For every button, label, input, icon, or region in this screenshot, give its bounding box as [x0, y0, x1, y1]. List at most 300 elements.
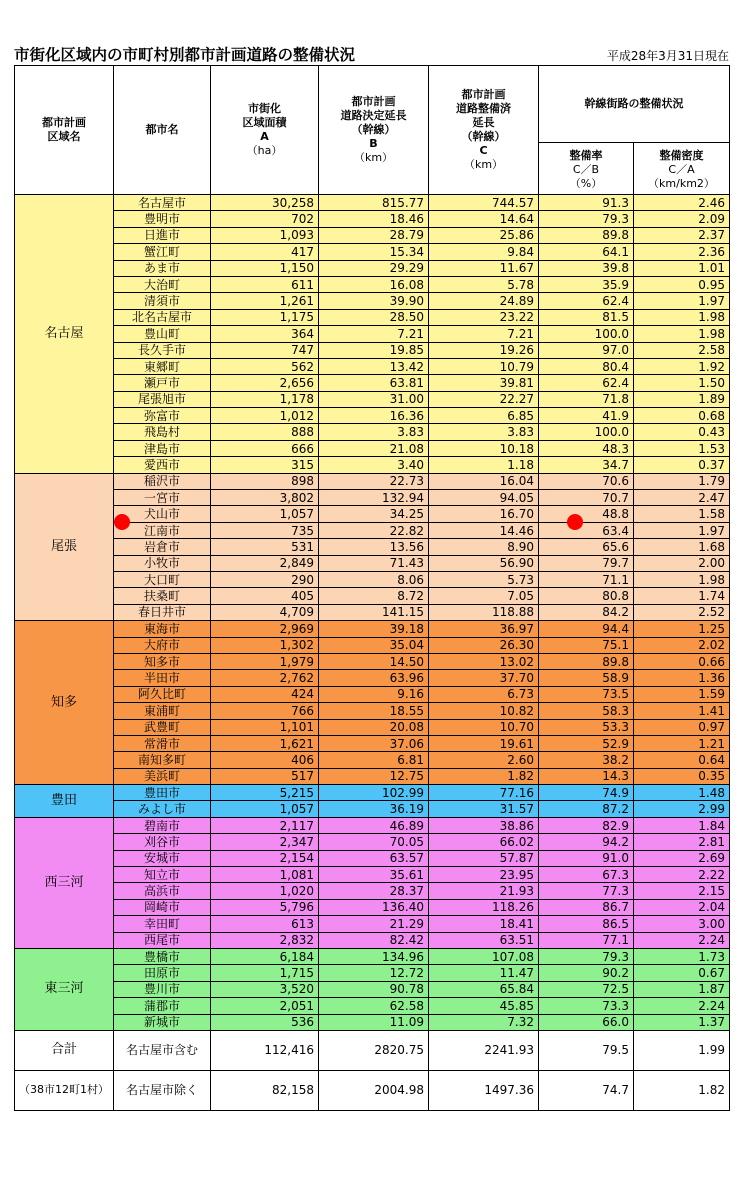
planned-length: 21.29	[319, 916, 429, 932]
improvement-density: 2.15	[634, 883, 730, 899]
improvement-rate: 82.9	[539, 817, 634, 833]
city-name: 知立市	[114, 867, 211, 883]
city-name: 小牧市	[114, 555, 211, 571]
planned-length: 16.36	[319, 408, 429, 424]
table-row	[15, 358, 730, 374]
planned-length: 815.77	[319, 195, 429, 211]
city-name: 高浜市	[114, 883, 211, 899]
area-value: 702	[211, 211, 319, 227]
built-length: 66.02	[429, 834, 539, 850]
improvement-density: 1.84	[634, 817, 730, 833]
planned-length: 62.58	[319, 998, 429, 1014]
improvement-density: 1.21	[634, 735, 730, 751]
improvement-density: 2.99	[634, 801, 730, 817]
city-name: 大口町	[114, 571, 211, 587]
table-row	[15, 834, 730, 850]
improvement-density: 2.81	[634, 834, 730, 850]
improvement-rate: 58.9	[539, 670, 634, 686]
improvement-rate: 64.1	[539, 244, 634, 260]
improvement-rate: 48.3	[539, 440, 634, 456]
built-length: 16.04	[429, 473, 539, 489]
built-length: 3.83	[429, 424, 539, 440]
table-row	[15, 604, 730, 620]
area-value: 1,715	[211, 965, 319, 981]
planned-length: 136.40	[319, 899, 429, 915]
area-value: 1,979	[211, 653, 319, 669]
improvement-density: 0.66	[634, 653, 730, 669]
table-row	[15, 867, 730, 883]
planned-length: 35.61	[319, 867, 429, 883]
table-row	[15, 981, 730, 997]
improvement-density: 2.69	[634, 850, 730, 866]
city-name: 東海市	[114, 621, 211, 637]
improvement-rate: 38.2	[539, 752, 634, 768]
area-value: 424	[211, 686, 319, 702]
table-row	[15, 686, 730, 702]
city-name: 常滑市	[114, 735, 211, 751]
planned-length: 39.90	[319, 293, 429, 309]
built-length: 16.70	[429, 506, 539, 522]
improvement-rate: 71.1	[539, 571, 634, 587]
improvement-rate: 89.8	[539, 227, 634, 243]
built-length: 9.84	[429, 244, 539, 260]
area-value: 613	[211, 916, 319, 932]
area-value: 364	[211, 326, 319, 342]
city-name: 豊川市	[114, 981, 211, 997]
improvement-rate: 97.0	[539, 342, 634, 358]
improvement-density: 1.82	[634, 1070, 730, 1110]
planned-length: 15.34	[319, 244, 429, 260]
planned-length: 35.04	[319, 637, 429, 653]
improvement-rate: 39.8	[539, 260, 634, 276]
city-name: 北名古屋市	[114, 309, 211, 325]
planned-length: 63.81	[319, 375, 429, 391]
planned-length: 90.78	[319, 981, 429, 997]
area-value: 2,154	[211, 850, 319, 866]
improvement-rate: 48.8	[539, 506, 634, 522]
improvement-density: 1.92	[634, 358, 730, 374]
planned-length: 12.72	[319, 965, 429, 981]
city-name: 大府市	[114, 637, 211, 653]
improvement-rate: 80.8	[539, 588, 634, 604]
table-row	[15, 621, 730, 637]
city-name: 蟹江町	[114, 244, 211, 260]
table-row	[15, 195, 730, 211]
built-length: 57.87	[429, 850, 539, 866]
area-value: 898	[211, 473, 319, 489]
improvement-rate: 74.7	[539, 1070, 634, 1110]
improvement-rate: 53.3	[539, 719, 634, 735]
planned-length: 46.89	[319, 817, 429, 833]
table-row	[15, 752, 730, 768]
city-name: 豊明市	[114, 211, 211, 227]
improvement-rate: 58.3	[539, 703, 634, 719]
table-row	[15, 703, 730, 719]
built-length: 118.88	[429, 604, 539, 620]
table-row	[15, 719, 730, 735]
area-value: 562	[211, 358, 319, 374]
built-length: 19.26	[429, 342, 539, 358]
table-row	[15, 309, 730, 325]
improvement-density: 2.22	[634, 867, 730, 883]
improvement-rate: 90.2	[539, 965, 634, 981]
city-name: 名古屋市	[114, 195, 211, 211]
improvement-rate: 80.4	[539, 358, 634, 374]
planned-length: 18.55	[319, 703, 429, 719]
header-planned: 都市計画 道路決定延長 （幹線） B （km）	[319, 66, 429, 195]
table-header	[15, 66, 730, 195]
improvement-rate: 71.8	[539, 391, 634, 407]
planned-length: 12.75	[319, 768, 429, 784]
planned-length: 8.72	[319, 588, 429, 604]
area-value: 290	[211, 571, 319, 587]
city-name: 新城市	[114, 1014, 211, 1030]
improvement-rate: 77.3	[539, 883, 634, 899]
page-title: 市街化区域内の市町村別都市計画道路の整備状況	[14, 46, 356, 64]
city-name: 碧南市	[114, 817, 211, 833]
improvement-rate: 34.7	[539, 457, 634, 473]
improvement-density: 1.37	[634, 1014, 730, 1030]
improvement-density: 0.43	[634, 424, 730, 440]
planned-length: 70.05	[319, 834, 429, 850]
planned-length: 141.15	[319, 604, 429, 620]
city-name: 田原市	[114, 965, 211, 981]
improvement-density: 2.00	[634, 555, 730, 571]
table-row	[15, 276, 730, 292]
table-row	[15, 539, 730, 555]
improvement-density: 2.58	[634, 342, 730, 358]
improvement-density: 0.68	[634, 408, 730, 424]
city-name: 岡崎市	[114, 899, 211, 915]
area-value: 82,158	[211, 1070, 319, 1110]
area-value: 406	[211, 752, 319, 768]
planned-length: 29.29	[319, 260, 429, 276]
city-name: みよし市	[114, 801, 211, 817]
built-length: 2241.93	[429, 1030, 539, 1070]
improvement-rate: 75.1	[539, 637, 634, 653]
table-row	[15, 260, 730, 276]
improvement-rate: 94.2	[539, 834, 634, 850]
area-value: 666	[211, 440, 319, 456]
area-value: 5,215	[211, 785, 319, 801]
improvement-rate: 100.0	[539, 424, 634, 440]
built-length: 5.73	[429, 571, 539, 587]
built-length: 37.70	[429, 670, 539, 686]
city-name: 豊山町	[114, 326, 211, 342]
planned-length: 39.18	[319, 621, 429, 637]
area-value: 1,302	[211, 637, 319, 653]
built-length: 63.51	[429, 932, 539, 948]
table-row	[15, 916, 730, 932]
built-length: 23.95	[429, 867, 539, 883]
total-row	[15, 1070, 730, 1110]
built-length: 7.21	[429, 326, 539, 342]
built-length: 118.26	[429, 899, 539, 915]
planned-length: 18.46	[319, 211, 429, 227]
improvement-density: 0.37	[634, 457, 730, 473]
header-region: 都市計画 区域名	[15, 66, 114, 195]
planned-length: 3.40	[319, 457, 429, 473]
area-value: 2,656	[211, 375, 319, 391]
planned-length: 102.99	[319, 785, 429, 801]
improvement-density: 0.35	[634, 768, 730, 784]
area-value: 517	[211, 768, 319, 784]
table-row	[15, 293, 730, 309]
table-row	[15, 785, 730, 801]
built-length: 18.41	[429, 916, 539, 932]
improvement-rate: 84.2	[539, 604, 634, 620]
improvement-density: 2.24	[634, 932, 730, 948]
table-row	[15, 965, 730, 981]
planned-length: 14.50	[319, 653, 429, 669]
city-name: 東浦町	[114, 703, 211, 719]
as-of-date: 平成28年3月31日現在	[606, 49, 729, 63]
built-length: 14.64	[429, 211, 539, 227]
total-label: 合計	[15, 1030, 114, 1070]
improvement-density: 1.99	[634, 1030, 730, 1070]
built-length: 23.22	[429, 309, 539, 325]
improvement-density: 2.46	[634, 195, 730, 211]
improvement-density: 0.67	[634, 965, 730, 981]
area-value: 1,057	[211, 801, 319, 817]
area-value: 3,520	[211, 981, 319, 997]
built-length: 5.78	[429, 276, 539, 292]
header-built: 都市計画 道路整備済 延長 （幹線） C （km）	[429, 66, 539, 195]
total-scope: 名古屋市含む	[114, 1030, 211, 1070]
improvement-rate: 35.9	[539, 276, 634, 292]
built-length: 6.73	[429, 686, 539, 702]
improvement-density: 1.79	[634, 473, 730, 489]
improvement-density: 2.02	[634, 637, 730, 653]
improvement-rate: 67.3	[539, 867, 634, 883]
area-value: 735	[211, 522, 319, 538]
area-value: 2,762	[211, 670, 319, 686]
area-value: 315	[211, 457, 319, 473]
improvement-density: 1.59	[634, 686, 730, 702]
improvement-density: 3.00	[634, 916, 730, 932]
built-length: 1.18	[429, 457, 539, 473]
improvement-density: 1.48	[634, 785, 730, 801]
city-name: 南知多町	[114, 752, 211, 768]
improvement-rate: 79.5	[539, 1030, 634, 1070]
region-name: 尾張	[15, 473, 114, 621]
city-name: 大治町	[114, 276, 211, 292]
planned-length: 34.25	[319, 506, 429, 522]
area-value: 536	[211, 1014, 319, 1030]
improvement-density: 1.36	[634, 670, 730, 686]
planned-length: 6.81	[319, 752, 429, 768]
built-length: 14.46	[429, 522, 539, 538]
improvement-rate: 72.5	[539, 981, 634, 997]
planned-length: 132.94	[319, 490, 429, 506]
city-name: 清須市	[114, 293, 211, 309]
planned-length: 16.08	[319, 276, 429, 292]
planned-length: 28.79	[319, 227, 429, 243]
area-value: 1,178	[211, 391, 319, 407]
improvement-density: 2.24	[634, 998, 730, 1014]
marker-dot-inuyama-name	[114, 514, 130, 530]
built-length: 11.67	[429, 260, 539, 276]
area-value: 1,093	[211, 227, 319, 243]
area-value: 1,020	[211, 883, 319, 899]
table-row	[15, 883, 730, 899]
improvement-density: 2.52	[634, 604, 730, 620]
improvement-rate: 86.5	[539, 916, 634, 932]
city-name: 犬山市	[114, 506, 211, 522]
road-status-table	[14, 65, 730, 1111]
table-row	[15, 899, 730, 915]
table-row	[15, 408, 730, 424]
area-value: 766	[211, 703, 319, 719]
area-value: 611	[211, 276, 319, 292]
improvement-density: 1.89	[634, 391, 730, 407]
table-row	[15, 932, 730, 948]
table-row	[15, 588, 730, 604]
improvement-density: 1.01	[634, 260, 730, 276]
table-row	[15, 424, 730, 440]
improvement-rate: 63.4	[539, 522, 634, 538]
improvement-density: 1.98	[634, 326, 730, 342]
built-length: 77.16	[429, 785, 539, 801]
built-length: 8.90	[429, 539, 539, 555]
city-name: 江南市	[114, 522, 211, 538]
built-length: 1497.36	[429, 1070, 539, 1110]
built-length: 10.82	[429, 703, 539, 719]
table-row	[15, 998, 730, 1014]
table-row	[15, 653, 730, 669]
built-length: 65.84	[429, 981, 539, 997]
city-name: 日進市	[114, 227, 211, 243]
built-length: 10.18	[429, 440, 539, 456]
improvement-density: 1.98	[634, 571, 730, 587]
city-name: 幸田町	[114, 916, 211, 932]
improvement-rate: 70.7	[539, 490, 634, 506]
planned-length: 22.82	[319, 522, 429, 538]
city-name: 東郷町	[114, 358, 211, 374]
city-name: 西尾市	[114, 932, 211, 948]
built-length: 26.30	[429, 637, 539, 653]
city-name: 弥富市	[114, 408, 211, 424]
improvement-rate: 14.3	[539, 768, 634, 784]
area-value: 2,117	[211, 817, 319, 833]
city-name: 長久手市	[114, 342, 211, 358]
planned-length: 37.06	[319, 735, 429, 751]
built-length: 21.93	[429, 883, 539, 899]
region-name: 豊田	[15, 785, 114, 818]
table-row	[15, 637, 730, 653]
area-value: 417	[211, 244, 319, 260]
improvement-rate: 91.0	[539, 850, 634, 866]
region-name: 東三河	[15, 948, 114, 1030]
improvement-density: 0.64	[634, 752, 730, 768]
improvement-density: 1.25	[634, 621, 730, 637]
improvement-rate: 89.8	[539, 653, 634, 669]
city-name: 刈谷市	[114, 834, 211, 850]
built-length: 2.60	[429, 752, 539, 768]
improvement-density: 1.74	[634, 588, 730, 604]
city-name: 半田市	[114, 670, 211, 686]
area-value: 1,261	[211, 293, 319, 309]
planned-length: 36.19	[319, 801, 429, 817]
built-length: 10.79	[429, 358, 539, 374]
built-length: 39.81	[429, 375, 539, 391]
header-density: 整備密度 C／A （km/km2）	[634, 142, 730, 194]
improvement-rate: 52.9	[539, 735, 634, 751]
area-value: 1,175	[211, 309, 319, 325]
area-value: 30,258	[211, 195, 319, 211]
planned-length: 13.56	[319, 539, 429, 555]
table-row	[15, 326, 730, 342]
built-length: 13.02	[429, 653, 539, 669]
table-row	[15, 948, 730, 964]
improvement-density: 1.68	[634, 539, 730, 555]
planned-length: 7.21	[319, 326, 429, 342]
planned-length: 22.73	[319, 473, 429, 489]
built-length: 107.08	[429, 948, 539, 964]
city-name: あま市	[114, 260, 211, 276]
city-name: 一宮市	[114, 490, 211, 506]
table-row	[15, 440, 730, 456]
built-length: 19.61	[429, 735, 539, 751]
table-row	[15, 670, 730, 686]
area-value: 2,832	[211, 932, 319, 948]
planned-length: 28.37	[319, 883, 429, 899]
planned-length: 11.09	[319, 1014, 429, 1030]
city-name: 蒲郡市	[114, 998, 211, 1014]
improvement-rate: 77.1	[539, 932, 634, 948]
built-length: 38.86	[429, 817, 539, 833]
improvement-rate: 62.4	[539, 375, 634, 391]
table-row	[15, 244, 730, 260]
area-value: 747	[211, 342, 319, 358]
planned-length: 82.42	[319, 932, 429, 948]
area-value: 2,347	[211, 834, 319, 850]
planned-length: 8.06	[319, 571, 429, 587]
header-status: 幹線街路の整備状況	[539, 66, 730, 143]
area-value: 1,057	[211, 506, 319, 522]
city-name: 稲沢市	[114, 473, 211, 489]
marker-dot-inuyama-rate	[567, 514, 583, 530]
improvement-density: 2.04	[634, 899, 730, 915]
improvement-density: 2.36	[634, 244, 730, 260]
total-note: （38市12町1村）	[15, 1070, 114, 1110]
table-row	[15, 490, 730, 506]
improvement-rate: 73.3	[539, 998, 634, 1014]
improvement-rate: 79.3	[539, 211, 634, 227]
improvement-density: 1.97	[634, 293, 730, 309]
improvement-rate: 62.4	[539, 293, 634, 309]
table-row	[15, 768, 730, 784]
city-name: 豊橋市	[114, 948, 211, 964]
area-value: 2,969	[211, 621, 319, 637]
header-rate: 整備率 C／B （%）	[539, 142, 634, 194]
planned-length: 63.96	[319, 670, 429, 686]
improvement-rate: 66.0	[539, 1014, 634, 1030]
table-body	[15, 195, 730, 1111]
built-length: 94.05	[429, 490, 539, 506]
built-length: 31.57	[429, 801, 539, 817]
built-length: 24.89	[429, 293, 539, 309]
planned-length: 9.16	[319, 686, 429, 702]
city-name: 美浜町	[114, 768, 211, 784]
improvement-density: 2.09	[634, 211, 730, 227]
improvement-rate: 91.3	[539, 195, 634, 211]
improvement-rate: 94.4	[539, 621, 634, 637]
built-length: 36.97	[429, 621, 539, 637]
area-value: 888	[211, 424, 319, 440]
improvement-density: 2.37	[634, 227, 730, 243]
header-city: 都市名	[114, 66, 211, 195]
